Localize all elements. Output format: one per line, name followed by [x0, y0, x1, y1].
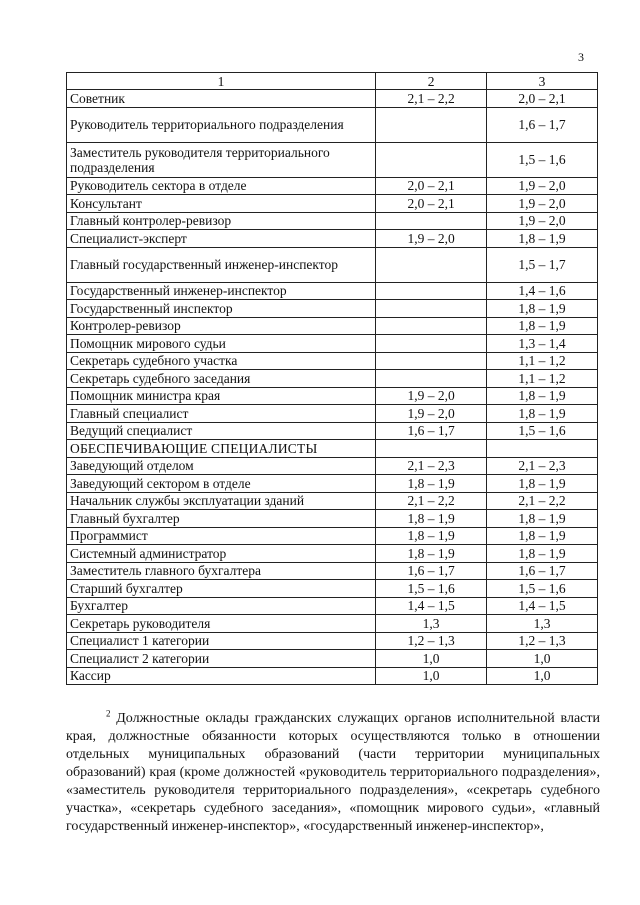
- coefficient-col2-cell: [376, 247, 487, 282]
- table-row: [67, 580, 598, 598]
- position-name-cell: Заместитель главного бухгалтера: [67, 562, 376, 580]
- coefficient-col2-cell: 1,9 – 2,0: [376, 230, 487, 248]
- coefficient-col3-cell: 1,9 – 2,0: [487, 195, 598, 213]
- position-name-cell: Секретарь руководителя: [67, 615, 376, 633]
- coefficient-col3-cell: 2,1 – 2,2: [487, 492, 598, 510]
- table-row: [67, 142, 598, 177]
- coefficient-col3-cell: 2,1 – 2,3: [487, 457, 598, 475]
- table-section-row: [67, 440, 598, 458]
- coefficient-col3-cell: 1,2 – 1,3: [487, 632, 598, 650]
- coefficient-col3-cell: 1,8 – 1,9: [487, 230, 598, 248]
- coefficient-col3-cell: 1,8 – 1,9: [487, 475, 598, 493]
- coefficient-col3-cell: 1,9 – 2,0: [487, 177, 598, 195]
- coefficient-col3-cell: 1,8 – 1,9: [487, 510, 598, 528]
- position-name-cell: Секретарь судебного заседания: [67, 370, 376, 388]
- position-name-cell: Руководитель территориального подразделения: [67, 107, 376, 142]
- table-row: [67, 475, 598, 493]
- column-header-1: 1: [67, 73, 376, 90]
- coefficient-col2-cell: 1,6 – 1,7: [376, 562, 487, 580]
- coefficient-col2-cell: 1,9 – 2,0: [376, 387, 487, 405]
- coefficient-col2-cell: 1,3: [376, 615, 487, 633]
- coefficient-col2-cell: 1,8 – 1,9: [376, 475, 487, 493]
- coefficient-col2-cell: 2,0 – 2,1: [376, 177, 487, 195]
- table-row: [67, 387, 598, 405]
- position-name-cell: Главный бухгалтер: [67, 510, 376, 528]
- coefficient-col3-cell: 1,1 – 1,2: [487, 352, 598, 370]
- coefficient-col2-cell: 1,5 – 1,6: [376, 580, 487, 598]
- coefficient-col2-cell: 2,1 – 2,2: [376, 492, 487, 510]
- table-row: [67, 667, 598, 685]
- position-name-cell: Консультант: [67, 195, 376, 213]
- position-name-cell: Помощник мирового судьи: [67, 335, 376, 353]
- column-header-2: 2: [376, 73, 487, 90]
- position-name-cell: ОБЕСПЕЧИВАЮЩИЕ СПЕЦИАЛИСТЫ: [67, 440, 376, 458]
- coefficient-col2-cell: 1,8 – 1,9: [376, 545, 487, 563]
- table-row: [67, 335, 598, 353]
- coefficient-col2-cell: 1,6 – 1,7: [376, 422, 487, 440]
- position-name-cell: Бухгалтер: [67, 597, 376, 615]
- coefficient-col3-cell: 1,5 – 1,7: [487, 247, 598, 282]
- position-name-cell: Советник: [67, 90, 376, 108]
- coefficient-col2-cell: [376, 300, 487, 318]
- position-name-cell: Заведующий сектором в отделе: [67, 475, 376, 493]
- footnote-text: Должностные оклады гражданских служащих органов исполнительной власти края, должностные обязанности которых осуществляются только в отношении отдельных муниципальных образований (части территории муниципальных образований) края (кроме должностей «руководитель территориального подразделения», «заместитель руководителя территориального подразделения», «секретарь судебного участка», «секретарь судебного заседания», «помощник мирового судьи», «главный государственный инженер-инспектор», «государственный инженер-инспектор»,: [66, 711, 600, 834]
- position-name-cell: Системный администратор: [67, 545, 376, 563]
- coefficient-col2-cell: 1,9 – 2,0: [376, 405, 487, 423]
- table-row: [67, 247, 598, 282]
- coefficient-col3-cell: 1,8 – 1,9: [487, 405, 598, 423]
- coefficient-col2-cell: 1,0: [376, 650, 487, 668]
- position-name-cell: Секретарь судебного участка: [67, 352, 376, 370]
- coefficient-col3-cell: 1,8 – 1,9: [487, 545, 598, 563]
- coefficient-col2-cell: [376, 352, 487, 370]
- table-row: [67, 562, 598, 580]
- table-row: [67, 300, 598, 318]
- coefficient-col2-cell: 1,8 – 1,9: [376, 510, 487, 528]
- table-row: [67, 632, 598, 650]
- table-row: [67, 492, 598, 510]
- coefficient-col2-cell: [376, 282, 487, 300]
- coefficient-col2-cell: [376, 317, 487, 335]
- coefficient-col3-cell: 1,8 – 1,9: [487, 527, 598, 545]
- position-name-cell: Помощник министра края: [67, 387, 376, 405]
- salary-coefficients-table: [66, 72, 598, 685]
- table-row: [67, 352, 598, 370]
- coefficient-col2-cell: [376, 142, 487, 177]
- coefficient-col3-cell: 1,1 – 1,2: [487, 370, 598, 388]
- coefficient-col3-cell: 1,4 – 1,5: [487, 597, 598, 615]
- position-name-cell: Главный контролер-ревизор: [67, 212, 376, 230]
- table-row: [67, 90, 598, 108]
- page-number: 3: [578, 50, 584, 64]
- table-row: [67, 527, 598, 545]
- table-row: [67, 545, 598, 563]
- table-row: [67, 177, 598, 195]
- position-name-cell: Специалист 2 категории: [67, 650, 376, 668]
- table-row: [67, 457, 598, 475]
- table-row: [67, 510, 598, 528]
- coefficient-col3-cell: 1,5 – 1,6: [487, 142, 598, 177]
- table-row: [67, 317, 598, 335]
- coefficient-col3-cell: 1,8 – 1,9: [487, 387, 598, 405]
- coefficient-col2-cell: 1,8 – 1,9: [376, 527, 487, 545]
- coefficient-col3-cell: 1,3 – 1,4: [487, 335, 598, 353]
- table-row: [67, 230, 598, 248]
- position-name-cell: Контролер-ревизор: [67, 317, 376, 335]
- coefficient-col3-cell: 1,8 – 1,9: [487, 300, 598, 318]
- coefficient-col2-cell: 1,2 – 1,3: [376, 632, 487, 650]
- footnote-marker: 2: [106, 708, 111, 719]
- coefficient-col3-cell: 1,9 – 2,0: [487, 212, 598, 230]
- coefficient-col2-cell: [376, 107, 487, 142]
- position-name-cell: Руководитель сектора в отделе: [67, 177, 376, 195]
- coefficient-col2-cell: 2,0 – 2,1: [376, 195, 487, 213]
- position-name-cell: Старший бухгалтер: [67, 580, 376, 598]
- coefficient-col2-cell: [376, 335, 487, 353]
- table-row: [67, 405, 598, 423]
- column-header-3: 3: [487, 73, 598, 90]
- position-name-cell: Главный государственный инженер-инспектор: [67, 247, 376, 282]
- table-row: [67, 370, 598, 388]
- table-row: [67, 597, 598, 615]
- position-name-cell: Начальник службы эксплуатации зданий: [67, 492, 376, 510]
- position-name-cell: Специалист 1 категории: [67, 632, 376, 650]
- coefficient-col3-cell: 1,5 – 1,6: [487, 422, 598, 440]
- coefficient-col2-cell: [376, 370, 487, 388]
- position-name-cell: Программист: [67, 527, 376, 545]
- coefficient-col3-cell: 1,5 – 1,6: [487, 580, 598, 598]
- footnote: [66, 710, 600, 836]
- coefficient-col2-cell: 2,1 – 2,3: [376, 457, 487, 475]
- coefficient-col3-cell: 2,0 – 2,1: [487, 90, 598, 108]
- table-row: [67, 615, 598, 633]
- coefficient-col2-cell: [376, 212, 487, 230]
- coefficient-col2-cell: 1,0: [376, 667, 487, 685]
- coefficient-col3-cell: 1,4 – 1,6: [487, 282, 598, 300]
- position-name-cell: Государственный инженер-инспектор: [67, 282, 376, 300]
- table-row: [67, 650, 598, 668]
- coefficient-col3-cell: [487, 440, 598, 458]
- position-name-cell: Заведующий отделом: [67, 457, 376, 475]
- position-name-cell: Специалист-эксперт: [67, 230, 376, 248]
- coefficient-col2-cell: 1,4 – 1,5: [376, 597, 487, 615]
- coefficient-col2-cell: [376, 440, 487, 458]
- table-header-row: [67, 73, 598, 90]
- table-row: [67, 107, 598, 142]
- coefficient-col3-cell: 1,0: [487, 650, 598, 668]
- coefficient-col3-cell: 1,0: [487, 667, 598, 685]
- table-row: [67, 422, 598, 440]
- position-name-cell: Государственный инспектор: [67, 300, 376, 318]
- table-row: [67, 282, 598, 300]
- coefficient-col3-cell: 1,6 – 1,7: [487, 562, 598, 580]
- table-row: [67, 195, 598, 213]
- coefficient-col3-cell: 1,8 – 1,9: [487, 317, 598, 335]
- position-name-cell: Заместитель руководителя территориального подразделения: [67, 142, 376, 177]
- position-name-cell: Кассир: [67, 667, 376, 685]
- coefficient-col3-cell: 1,6 – 1,7: [487, 107, 598, 142]
- coefficient-col3-cell: 1,3: [487, 615, 598, 633]
- table-row: [67, 212, 598, 230]
- position-name-cell: Главный специалист: [67, 405, 376, 423]
- coefficient-col2-cell: 2,1 – 2,2: [376, 90, 487, 108]
- position-name-cell: Ведущий специалист: [67, 422, 376, 440]
